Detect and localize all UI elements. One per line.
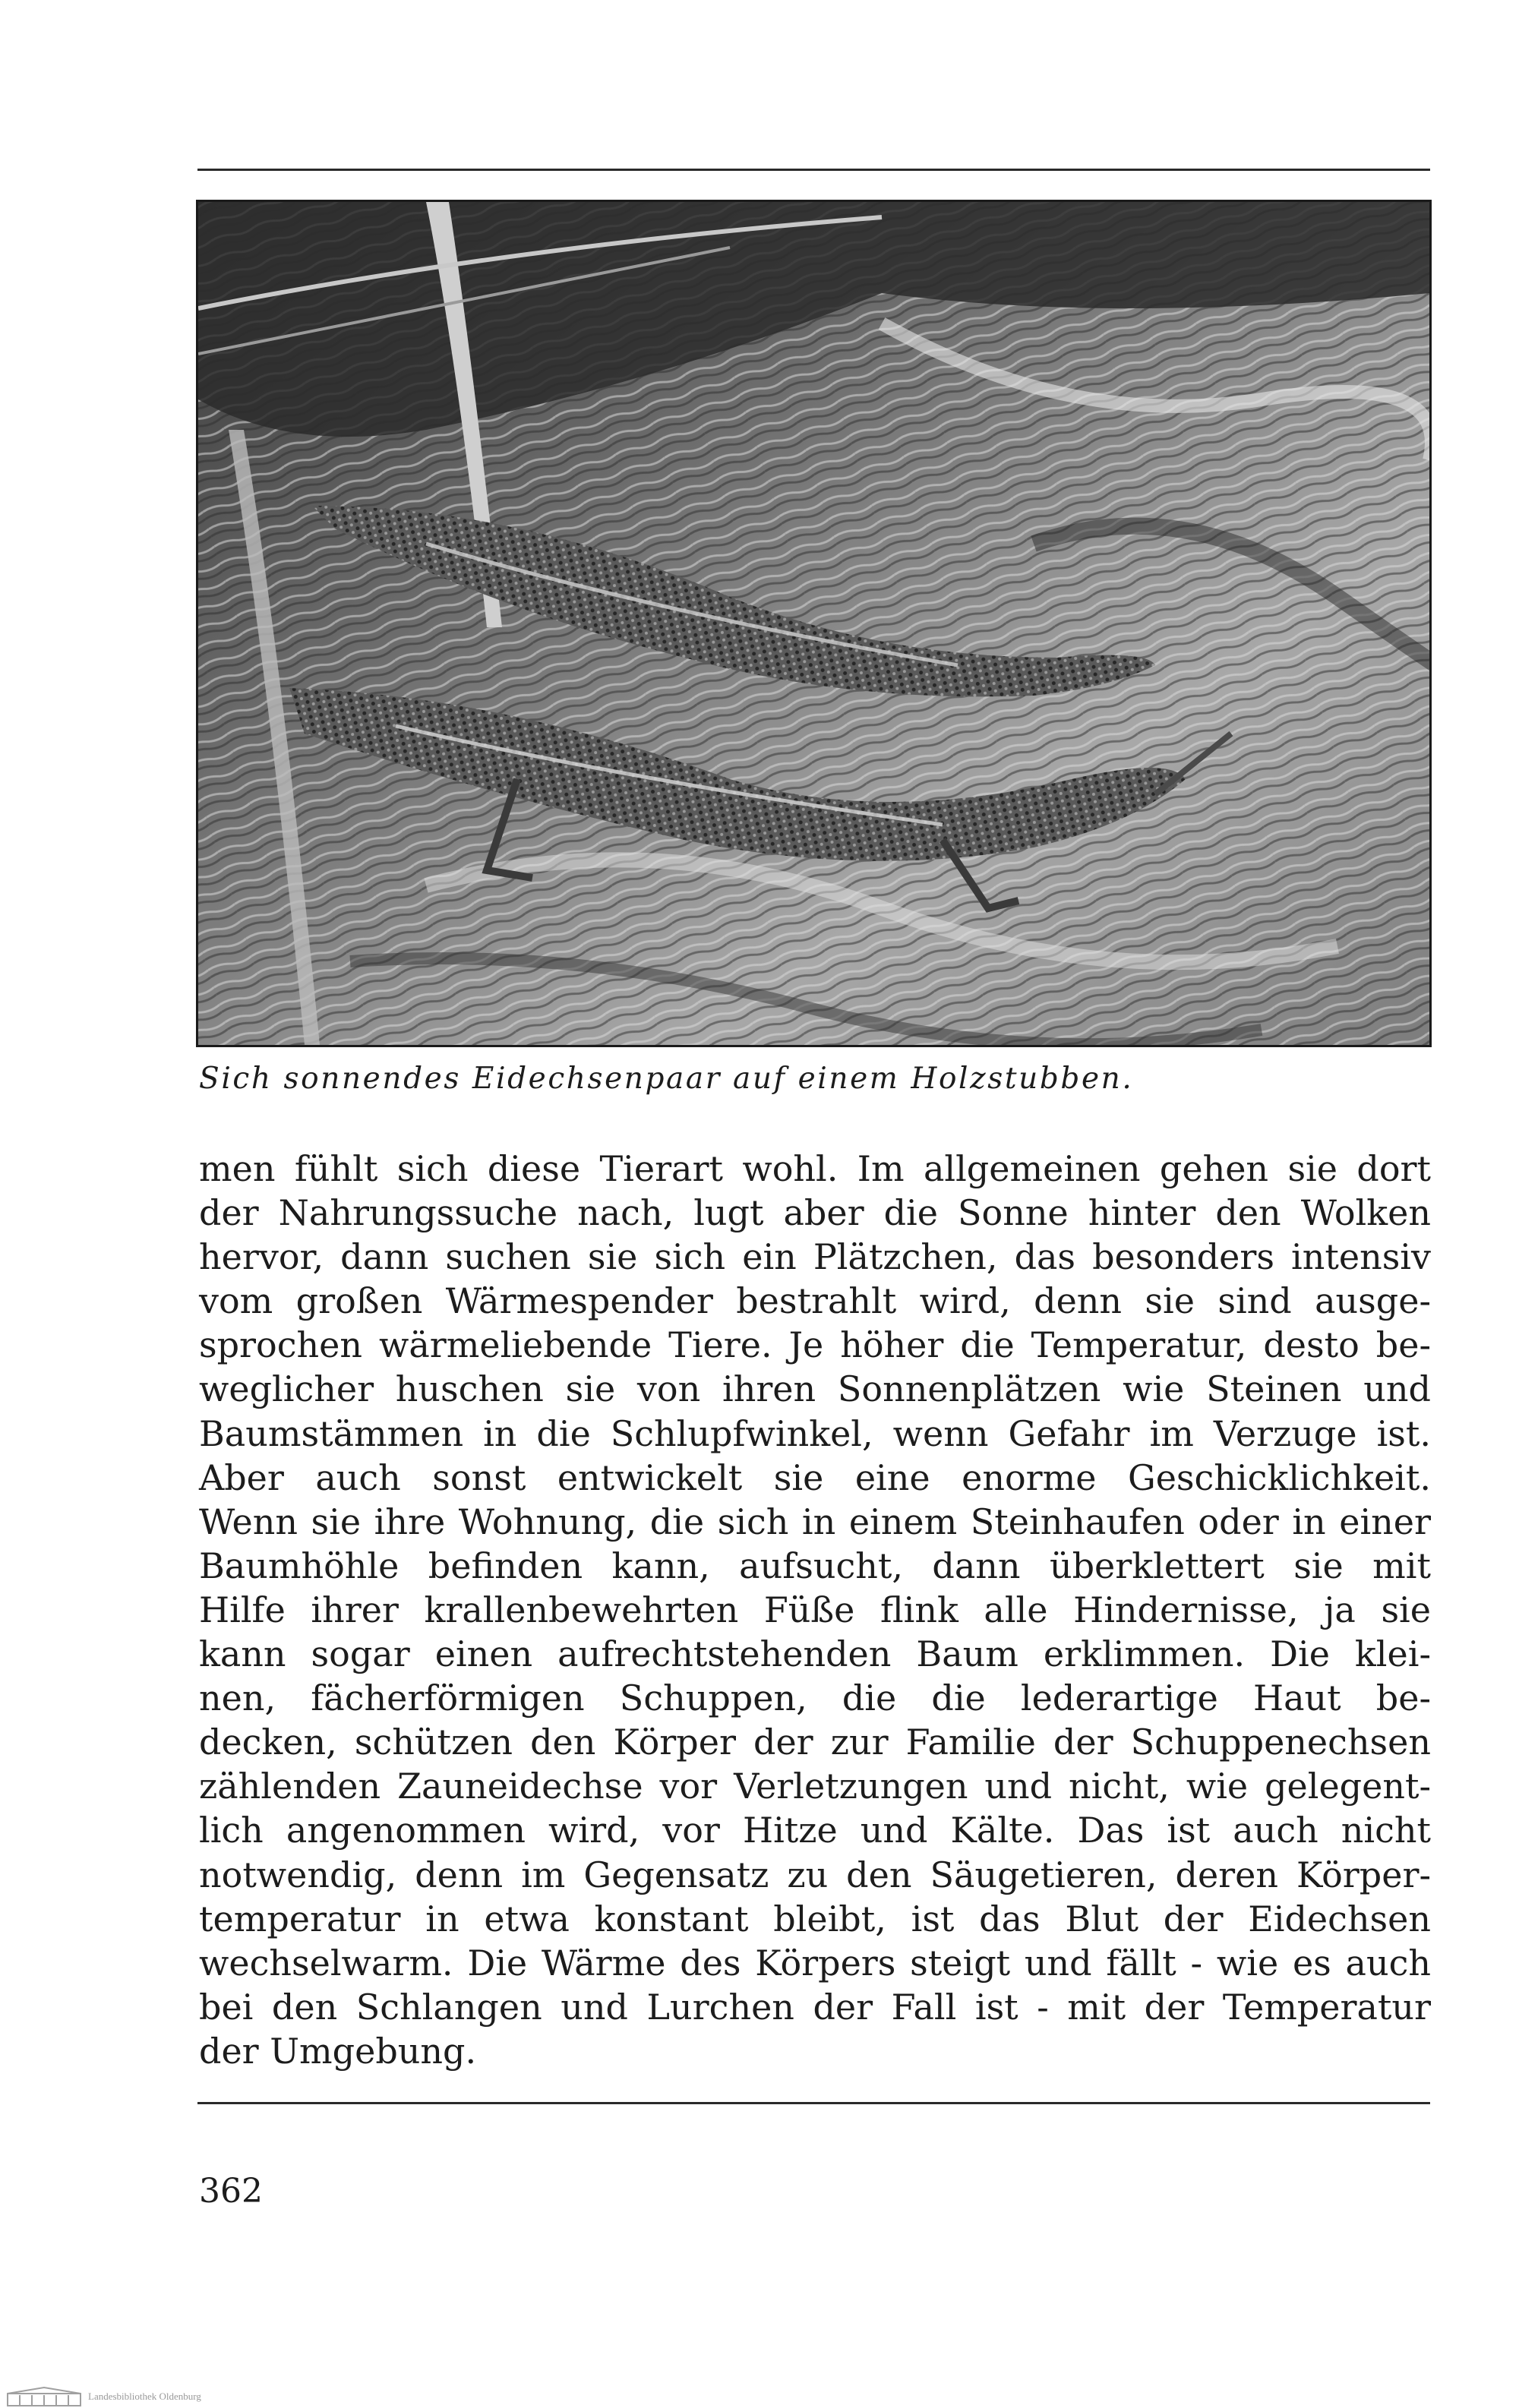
top-rule [197,169,1430,171]
text-line: men fühlt sich diese Tierart wohl. Im allgemeinen gehen sie dort [199,1148,1431,1189]
text-line: lich angenommen wird, vor Hitze und Kälte. Das ist auch nicht [199,1810,1431,1851]
text-line: weglicher huschen sie von ihren Sonnenplätzen wie Steinen und [199,1368,1431,1410]
text-line: Wenn sie ihre Wohnung, die sich in einem Steinhaufen oder in einer [199,1501,1431,1542]
text-line: sprochen wärmeliebende Tiere. Je höher die Temperatur, desto be- [199,1324,1431,1366]
text-line: der Umgebung. [199,2030,477,2072]
text-line: kann sogar einen aufrechtstehenden Baum erklimmen. Die klei- [199,1633,1431,1675]
text-line: nen, fächerförmigen Schuppen, die die lederartige Haut be- [199,1677,1431,1719]
lizard-photo [196,200,1432,1047]
lizard-photo-illustration [198,202,1429,1045]
text-line: temperatur in etwa konstant bleibt, ist das Blut der Eidechsen [199,1898,1431,1939]
photo-caption: Sich sonnendes Eidechsenpaar auf einem Holzstubben. [199,1062,1134,1096]
text-line: Baumhöhle befinden kann, aufsucht, dann überklettert sie mit [199,1545,1431,1586]
text-line: zählenden Zauneidechse vor Verletzungen und nicht, wie gelegent- [199,1766,1431,1807]
text-line: der Nahrungssuche nach, lugt aber die Sonne hinter den Wolken [199,1192,1431,1234]
text-line: bei den Schlangen und Lurchen der Fall ist - mit der Temperatur [199,1986,1431,2028]
bottom-rule [197,2102,1430,2104]
text-line: Aber auch sonst entwickelt sie eine enorme Geschicklichkeit. [199,1456,1431,1498]
text-line: Baumstämmen in die Schlupfwinkel, wenn Gefahr im Verzuge ist. [199,1412,1431,1454]
page-number: 362 [199,2172,263,2211]
library-name: Landesbibliothek Oldenburg [88,2390,201,2402]
body-paragraph [199,1147,1431,2073]
text-line: Hilfe ihrer krallenbewehrten Füße flink alle Hindernisse, ja sie [199,1589,1431,1630]
text-line: wechselwarm. Die Wärme des Körpers steigt und fällt - wie es auch [199,1942,1431,1984]
library-building-icon [6,2386,82,2407]
text-line: hervor, dann suchen sie sich ein Plätzchen, das besonders intensiv [199,1236,1431,1278]
text-line: vom großen Wärmespender bestrahlt wird, denn sie sind ausge- [199,1280,1431,1322]
text-line: notwendig, denn im Gegensatz zu den Säugetieren, deren Körper- [199,1854,1431,1895]
library-footer [0,2384,1519,2408]
text-line: decken, schützen den Körper der zur Familie der Schuppenechsen [199,1722,1431,1763]
